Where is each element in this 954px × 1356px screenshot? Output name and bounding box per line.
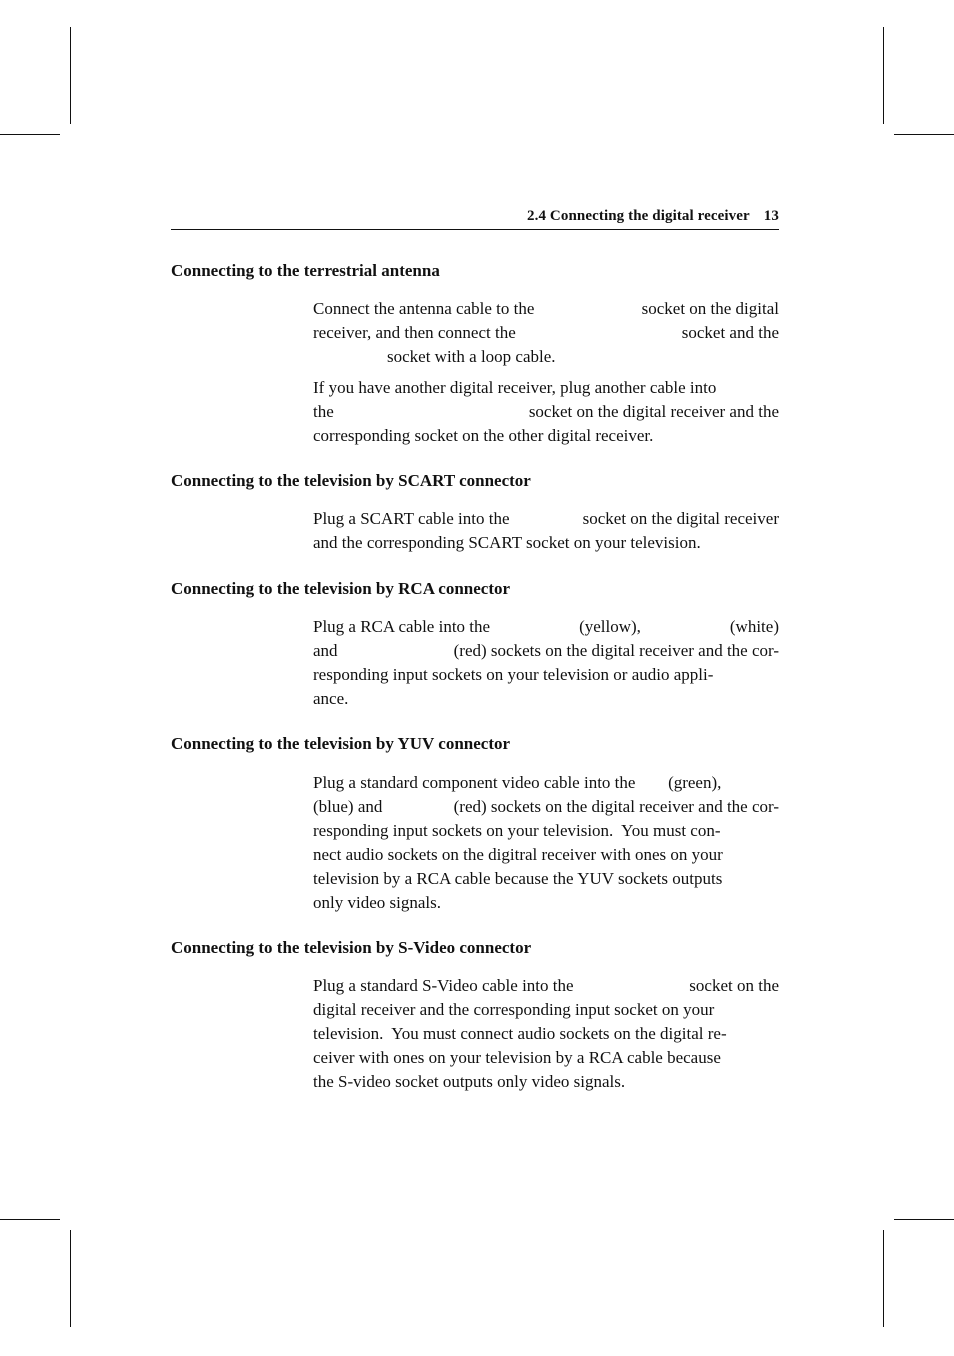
text-segment: socket and the [681,323,779,342]
text-line [313,400,779,424]
text-segment: digital receiver and the corresponding input socket on your [313,1000,715,1019]
text-segment: ceiver with ones on your television by a RCA cable because [313,1048,721,1067]
text-segment: socket on the digital receiver [582,509,779,528]
crop-mark [70,27,71,124]
section-title: Connecting to the television by S-Video connector [171,938,532,957]
crop-mark [0,134,60,135]
text-segment: socket on the digital [641,299,779,318]
text-segment: and [313,641,338,660]
section-title: Connecting to the television by RCA connector [171,579,511,598]
text-segment: the [313,402,334,421]
text-line [313,843,779,867]
text-line [313,998,779,1022]
text-segment: corresponding socket on the other digital receiver. [313,426,654,445]
crop-mark [894,1219,954,1220]
text-segment: and the corresponding SCART socket on your television. [313,533,701,552]
crop-mark [883,1230,884,1327]
text-segment: If you have another digital receiver, plug another cable into [313,378,717,397]
text-segment: (white) [729,617,779,636]
running-title: 2.4 Connecting the digital receiver [527,208,750,224]
text-segment: (green), [668,773,722,792]
paragraph [313,615,779,711]
text-segment: Plug a SCART cable into the [313,509,510,528]
crop-mark [0,1219,60,1220]
text-line [313,507,779,531]
text-segment: Connect the antenna cable to the [313,299,535,318]
text-segment: Plug a standard component video cable into the [313,773,636,792]
text-line [313,891,779,915]
text-segment: (red) sockets on the digital receiver and the cor- [453,641,779,660]
text-line [313,531,779,555]
section-title: Connecting to the television by SCART connector [171,471,531,490]
paragraph [313,974,779,1094]
text-line [313,1046,779,1070]
text-line [313,795,779,819]
paragraph [313,297,779,369]
text-segment: socket with a loop cable. [387,347,556,366]
text-segment: socket on the digital receiver and the [528,402,779,421]
text-line [313,345,779,369]
blank-gap [313,345,387,369]
text-segment: receiver, and then connect the [313,323,516,342]
text-segment: only video signals. [313,893,441,912]
text-line [313,974,779,998]
paragraph [313,507,779,555]
text-line [313,376,779,400]
paragraph [313,376,779,448]
text-segment: ance. [313,689,349,708]
text-line [313,321,779,345]
text-segment: responding input sockets on your television or audio appli- [313,665,714,684]
text-line [313,424,779,448]
text-line [313,297,779,321]
text-segment: (red) sockets on the digital receiver and the cor- [453,797,779,816]
text-line [313,819,779,843]
text-segment: the S-video socket outputs only video signals. [313,1072,626,1091]
text-segment: responding input sockets on your television. You must con- [313,821,721,840]
crop-mark [70,1230,71,1327]
blank-gap [754,771,779,795]
running-header [171,208,779,225]
page-number: 13 [763,208,779,224]
section-title: Connecting to the terrestrial antenna [171,261,440,280]
section-title: Connecting to the television by YUV connector [171,734,511,753]
crop-mark [883,27,884,124]
text-segment: Plug a RCA cable into the [313,617,491,636]
text-line [313,687,779,711]
header-rule [171,229,779,230]
text-segment: Plug a standard S-Video cable into the [313,976,574,995]
text-line [313,615,779,639]
text-segment: (blue) and [313,797,383,816]
text-line [313,1070,779,1094]
text-segment: socket on the [689,976,779,995]
text-segment: television by a RCA cable because the YUV sockets outputs [313,869,723,888]
text-line [313,1022,779,1046]
text-line [313,867,779,891]
paragraph [313,771,779,915]
text-segment: (yellow), [579,617,641,636]
text-segment: television. You must connect audio sockets on the digital re- [313,1024,727,1043]
text-line [313,771,779,795]
text-line [313,663,779,687]
crop-mark [894,134,954,135]
text-line [313,639,779,663]
text-segment: nect audio sockets on the digitral receiver with ones on your [313,845,723,864]
